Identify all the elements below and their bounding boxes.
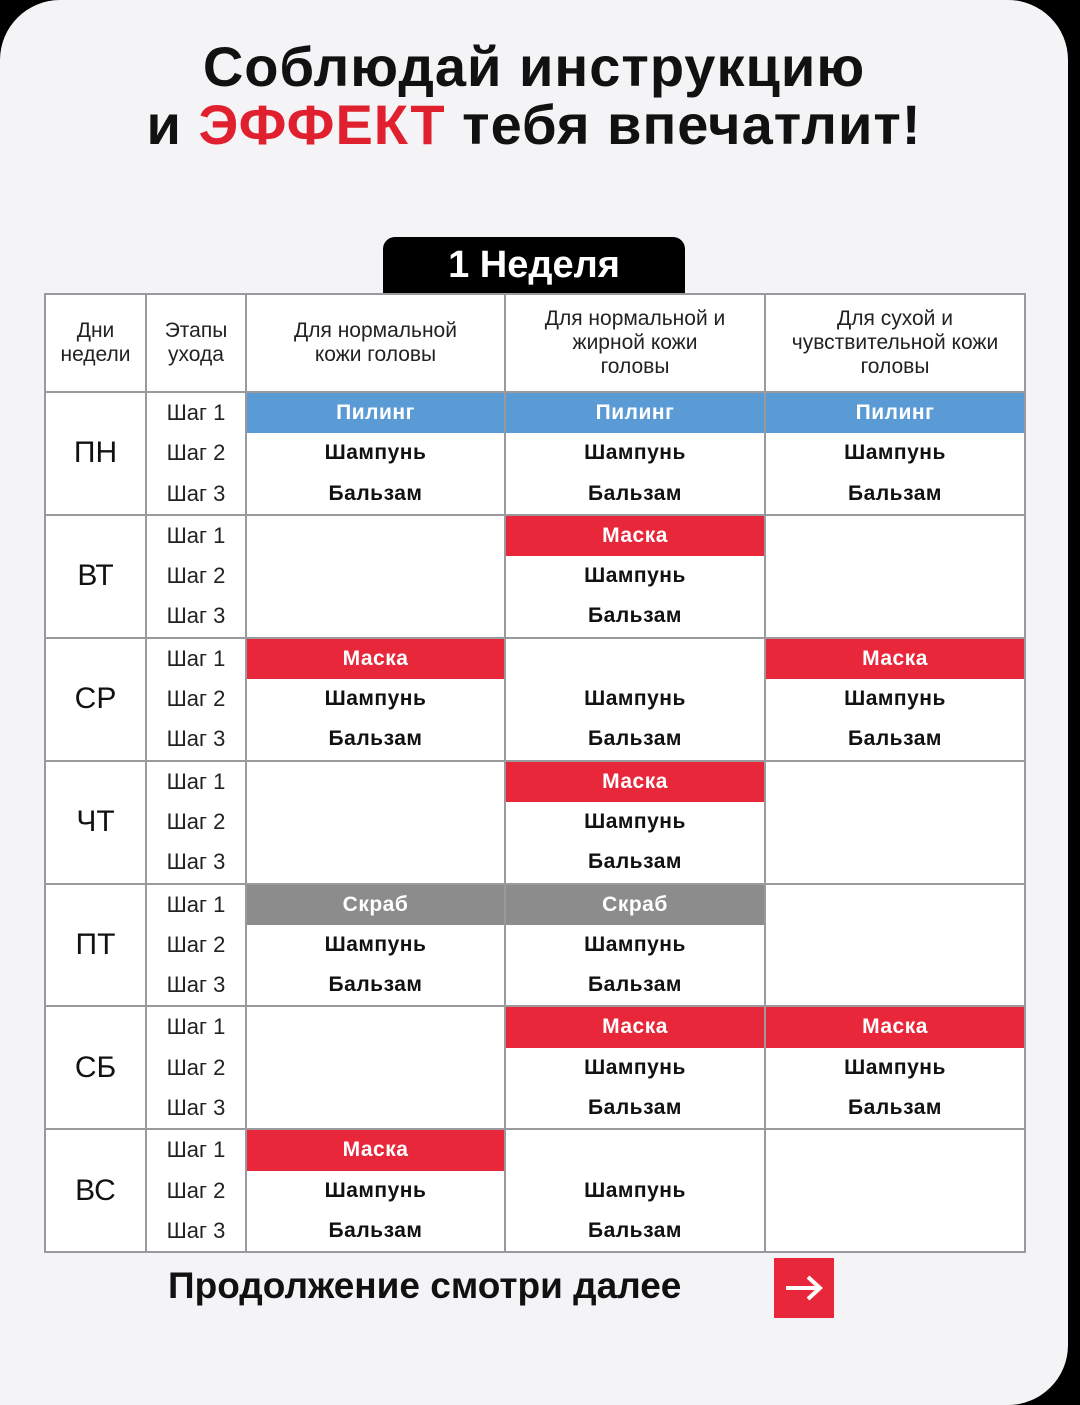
empty-slot	[766, 925, 1024, 965]
empty-slot	[766, 885, 1024, 925]
step-label: Шаг 3	[166, 726, 226, 752]
step-label: Шаг 3	[166, 1217, 226, 1243]
title-prefix: и	[146, 93, 199, 156]
product-item: Бальзам	[328, 973, 423, 997]
schedule-table	[44, 293, 1026, 1253]
product-item: Бальзам	[328, 727, 423, 751]
step-label: Шаг 2	[166, 931, 226, 957]
product-item: Бальзам	[328, 1218, 423, 1242]
step-label: Шаг 1	[166, 1137, 226, 1163]
product-item: Шампунь	[584, 809, 686, 833]
empty-slot	[766, 516, 1024, 556]
product-cell	[505, 515, 765, 638]
step-label: Шаг 3	[166, 849, 226, 875]
empty-slot	[766, 762, 1024, 802]
mask-product: Маска	[506, 516, 764, 556]
day-row	[45, 1006, 1025, 1129]
product-cell	[765, 1006, 1025, 1129]
product-item: Бальзам	[848, 727, 942, 751]
product-item: Шампунь	[844, 441, 946, 465]
empty-slot	[766, 965, 1024, 1005]
step-list	[146, 884, 246, 1007]
product-cell	[765, 761, 1025, 884]
day-row	[45, 392, 1025, 515]
header-normal-oily: Для нормальной и жирной кожи головы	[505, 294, 765, 392]
day-row	[45, 1129, 1025, 1252]
product-item: Бальзам	[588, 604, 682, 628]
step-label: Шаг 2	[166, 1177, 226, 1203]
next-button[interactable]	[774, 1258, 834, 1318]
empty-slot	[766, 556, 1024, 596]
product-cell	[505, 761, 765, 884]
product-item: Шампунь	[584, 564, 686, 588]
empty-slot	[247, 802, 504, 842]
product-cell	[246, 638, 505, 761]
header-row	[45, 294, 1025, 392]
product-item: Шампунь	[584, 1055, 686, 1079]
step-label: Шаг 3	[166, 480, 226, 506]
step-list	[146, 638, 246, 761]
empty-slot	[766, 1211, 1024, 1251]
product-item: Бальзам	[328, 481, 423, 505]
empty-slot	[247, 1048, 504, 1088]
product-item: Бальзам	[588, 727, 682, 751]
scrub-product: Скраб	[247, 885, 504, 925]
day-row	[45, 761, 1025, 884]
mask-product: Маска	[247, 1130, 504, 1170]
day-label: ВТ	[45, 515, 146, 638]
product-item: Бальзам	[848, 481, 942, 505]
product-cell	[505, 1129, 765, 1252]
footer-text: Продолжение смотри далее	[168, 1265, 682, 1306]
empty-slot	[766, 802, 1024, 842]
empty-slot	[247, 516, 504, 556]
day-label: ПТ	[45, 884, 146, 1007]
product-cell	[246, 884, 505, 1007]
product-cell	[246, 1006, 505, 1129]
product-item: Бальзам	[588, 1218, 682, 1242]
title-line-2	[0, 93, 1068, 156]
step-label: Шаг 1	[166, 400, 226, 425]
product-cell	[765, 515, 1025, 638]
product-item: Бальзам	[588, 1096, 682, 1120]
product-item: Шампунь	[584, 1178, 686, 1202]
peeling-product: Пилинг	[247, 393, 504, 433]
product-cell	[505, 884, 765, 1007]
product-cell	[765, 1129, 1025, 1252]
header-days: Дни недели	[45, 294, 146, 392]
step-list	[146, 761, 246, 884]
product-item: Шампунь	[844, 1055, 946, 1079]
product-item: Шампунь	[324, 1178, 427, 1202]
product-item: Шампунь	[584, 441, 686, 465]
step-label: Шаг 1	[166, 645, 226, 671]
day-row	[45, 884, 1025, 1007]
product-cell	[765, 638, 1025, 761]
empty-slot	[506, 1130, 764, 1170]
step-label: Шаг 1	[166, 522, 226, 548]
mask-product: Маска	[506, 1007, 764, 1047]
empty-slot	[766, 596, 1024, 636]
product-item: Шампунь	[584, 932, 686, 956]
step-list	[146, 1129, 246, 1252]
title-suffix: тебя впечатлит!	[445, 93, 922, 156]
mask-product: Маска	[766, 639, 1024, 679]
product-item: Бальзам	[588, 973, 682, 997]
empty-slot	[247, 762, 504, 802]
empty-slot	[766, 1130, 1024, 1170]
peeling-product: Пилинг	[506, 393, 764, 433]
step-label: Шаг 1	[166, 891, 226, 917]
product-cell	[765, 884, 1025, 1007]
product-cell	[246, 392, 505, 515]
title-line-1: Соблюдай инструкцию	[202, 35, 866, 98]
product-item: Бальзам	[588, 850, 682, 874]
product-item: Шампунь	[584, 687, 686, 711]
day-label: ПН	[45, 392, 146, 515]
step-label: Шаг 1	[166, 768, 226, 794]
step-list	[146, 392, 246, 515]
step-label: Шаг 2	[166, 440, 226, 466]
day-label: СБ	[45, 1006, 146, 1129]
step-list	[146, 1006, 246, 1129]
empty-slot	[247, 556, 504, 596]
step-label: Шаг 2	[166, 686, 226, 712]
week-tab: 1 Неделя	[383, 237, 685, 295]
product-cell	[505, 638, 765, 761]
mask-product: Маска	[766, 1007, 1024, 1047]
step-label: Шаг 3	[166, 1095, 226, 1121]
peeling-product: Пилинг	[766, 393, 1024, 433]
header-steps: Этапы ухода	[146, 294, 246, 392]
product-item: Шампунь	[324, 687, 427, 711]
day-label: ВС	[45, 1129, 146, 1252]
step-label: Шаг 2	[166, 1054, 226, 1080]
title-accent: ЭФФЕКТ	[198, 93, 446, 156]
empty-slot	[766, 842, 1024, 882]
mask-product: Маска	[506, 762, 764, 802]
product-cell	[765, 392, 1025, 515]
mask-product: Маска	[247, 639, 504, 679]
product-item: Бальзам	[848, 1096, 942, 1120]
product-item: Бальзам	[588, 481, 682, 505]
product-item: Шампунь	[324, 441, 427, 465]
day-label: ЧТ	[45, 761, 146, 884]
product-cell	[505, 392, 765, 515]
header-normal: Для нормальной кожи головы	[246, 294, 505, 392]
product-cell	[246, 515, 505, 638]
empty-slot	[506, 639, 764, 679]
day-row	[45, 638, 1025, 761]
empty-slot	[247, 842, 504, 882]
header-dry-sensitive: Для сухой и чувствительной кожи головы	[765, 294, 1025, 392]
empty-slot	[247, 1088, 504, 1128]
day-row	[45, 515, 1025, 638]
product-cell	[505, 1006, 765, 1129]
empty-slot	[766, 1171, 1024, 1211]
step-label: Шаг 3	[166, 603, 226, 629]
product-cell	[246, 761, 505, 884]
step-list	[146, 515, 246, 638]
product-cell	[246, 1129, 505, 1252]
scrub-product: Скраб	[506, 885, 764, 925]
step-label: Шаг 1	[166, 1014, 226, 1040]
product-item: Шампунь	[844, 687, 946, 711]
empty-slot	[247, 596, 504, 636]
empty-slot	[247, 1007, 504, 1047]
day-label: СР	[45, 638, 146, 761]
step-label: Шаг 2	[166, 808, 226, 834]
step-label: Шаг 3	[166, 972, 226, 998]
arrow-right-icon	[782, 1273, 826, 1303]
step-label: Шаг 2	[166, 563, 226, 589]
product-item: Шампунь	[324, 932, 427, 956]
